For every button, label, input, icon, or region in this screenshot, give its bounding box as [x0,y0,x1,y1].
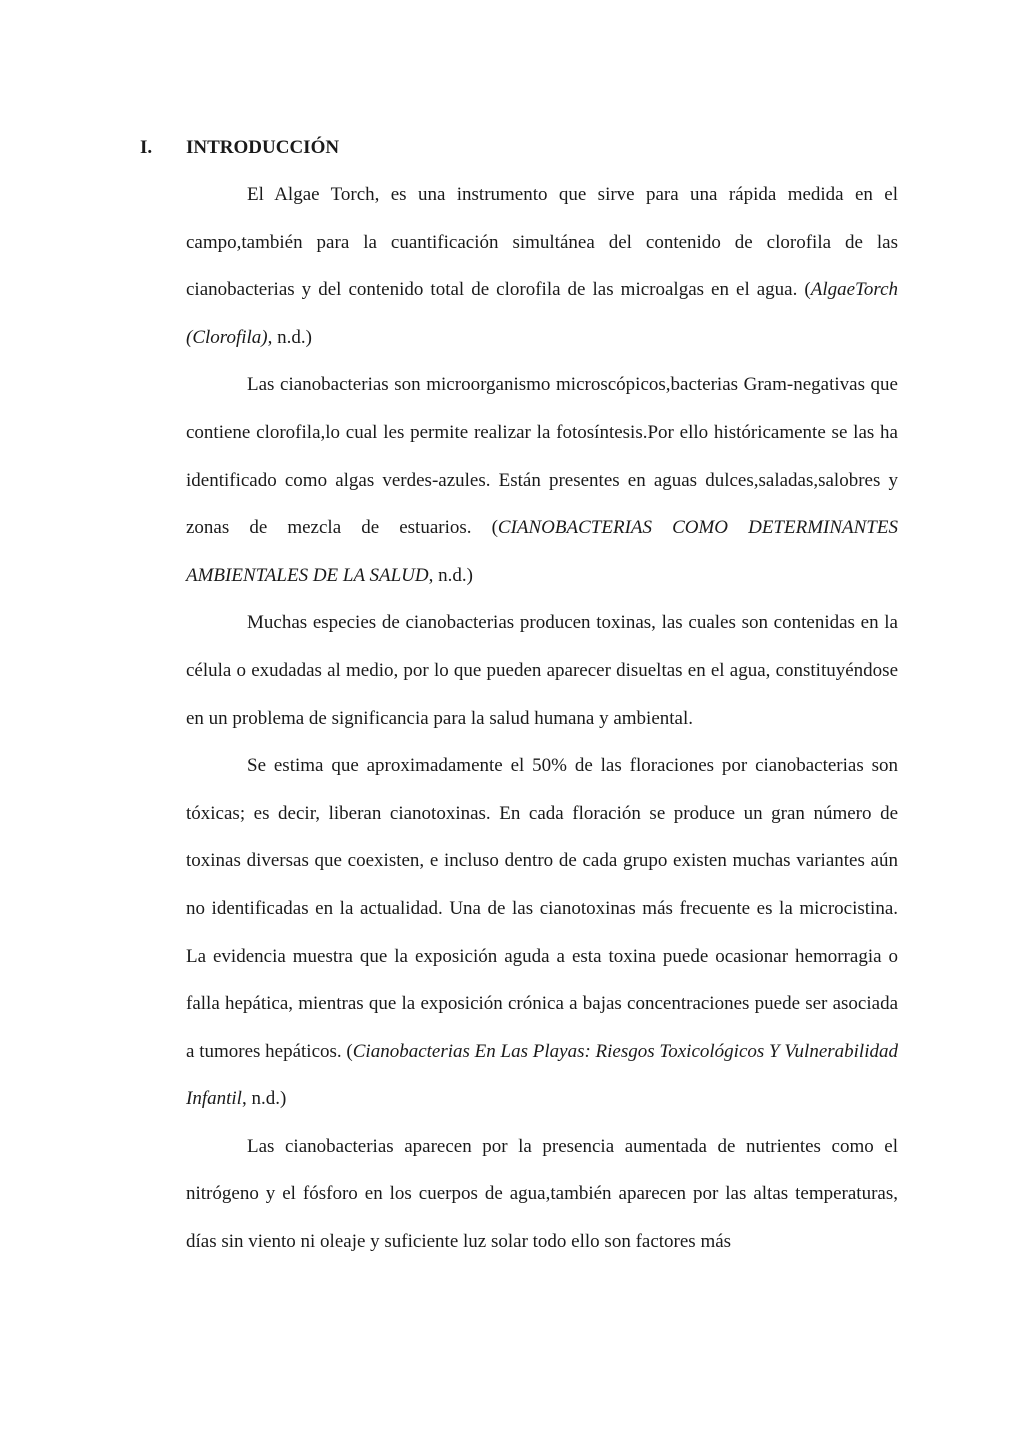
paragraph-text: Las cianobacterias aparecen por la presencia aumentada de nutrientes como el nitrógeno y el fósforo en los cuerpos de agua,también aparecen por las altas temperaturas, días sin viento ni oleaje y suficiente luz solar todo ello son factores más [186,1135,898,1253]
paragraph-text: Las cianobacterias son microorganismo microscópicos,bacterias Gram-negativas que contiene clorofila,lo cual les permite realizar la fotosíntesis.Por ello históricamente se las ha identificado como algas verdes-azules. Están presentes en aguas dulces,saladas,salobres y zonas de mezcla de estuarios. ( [186,374,898,539]
paragraph [186,599,898,742]
body-text [186,171,898,1266]
citation-suffix: , n.d.) [241,1088,287,1110]
citation-title: AlgaeTorch (Clorofila) [186,279,898,348]
section-heading [140,134,339,162]
paragraph [186,1123,898,1266]
section-number: I. [140,137,153,158]
paragraph-text: Muchas especies de cianobacterias producen toxinas, las cuales son contenidas en la célula o exudadas al medio, por lo que pueden aparecer disueltas en el agua, constituyéndose en un problema de significancia para la salud humana y ambiental. [186,612,898,729]
citation-title: CIANOBACTERIAS COMO DETERMINANTES AMBIENTALES DE LA SALUD [186,517,898,586]
paragraph-text: Se estima que aproximadamente el 50% de las floraciones por cianobacterias son tóxicas; es decir, liberan cianotoxinas. En cada floración se produce un gran número de toxinas diversas que coexisten, e incluso dentro de cada grupo existen muchas variantes aún no identificadas en la actualidad. Una de las cianotoxinas más frecuente es la microcistina. La evidencia muestra que la exposición aguda a esta toxina puede ocasionar hemorragia o falla hepática, mientras que la exposición crónica a bajas concentraciones puede ser asociada a tumores hepáticos. ( [186,755,898,1062]
citation-suffix: , n.d.) [428,564,473,586]
section-title: INTRODUCCIÓN [186,137,340,158]
paragraph [186,742,898,1123]
citation-suffix: , n.d.) [267,326,312,348]
paragraph-text: El Algae Torch, es una instrumento que sirve para una rápida medida en el campo,también para la cuantificación simultánea del contenido de clorofila de las cianobacterias y del contenido total de clorofila de las microalgas en el agua. ( [186,184,898,301]
paragraph [186,171,898,361]
citation-title: Cianobacterias En Las Playas: Riesgos Toxicológicos Y Vulnerabilidad Infantil [186,1040,898,1110]
paragraph [186,361,898,599]
